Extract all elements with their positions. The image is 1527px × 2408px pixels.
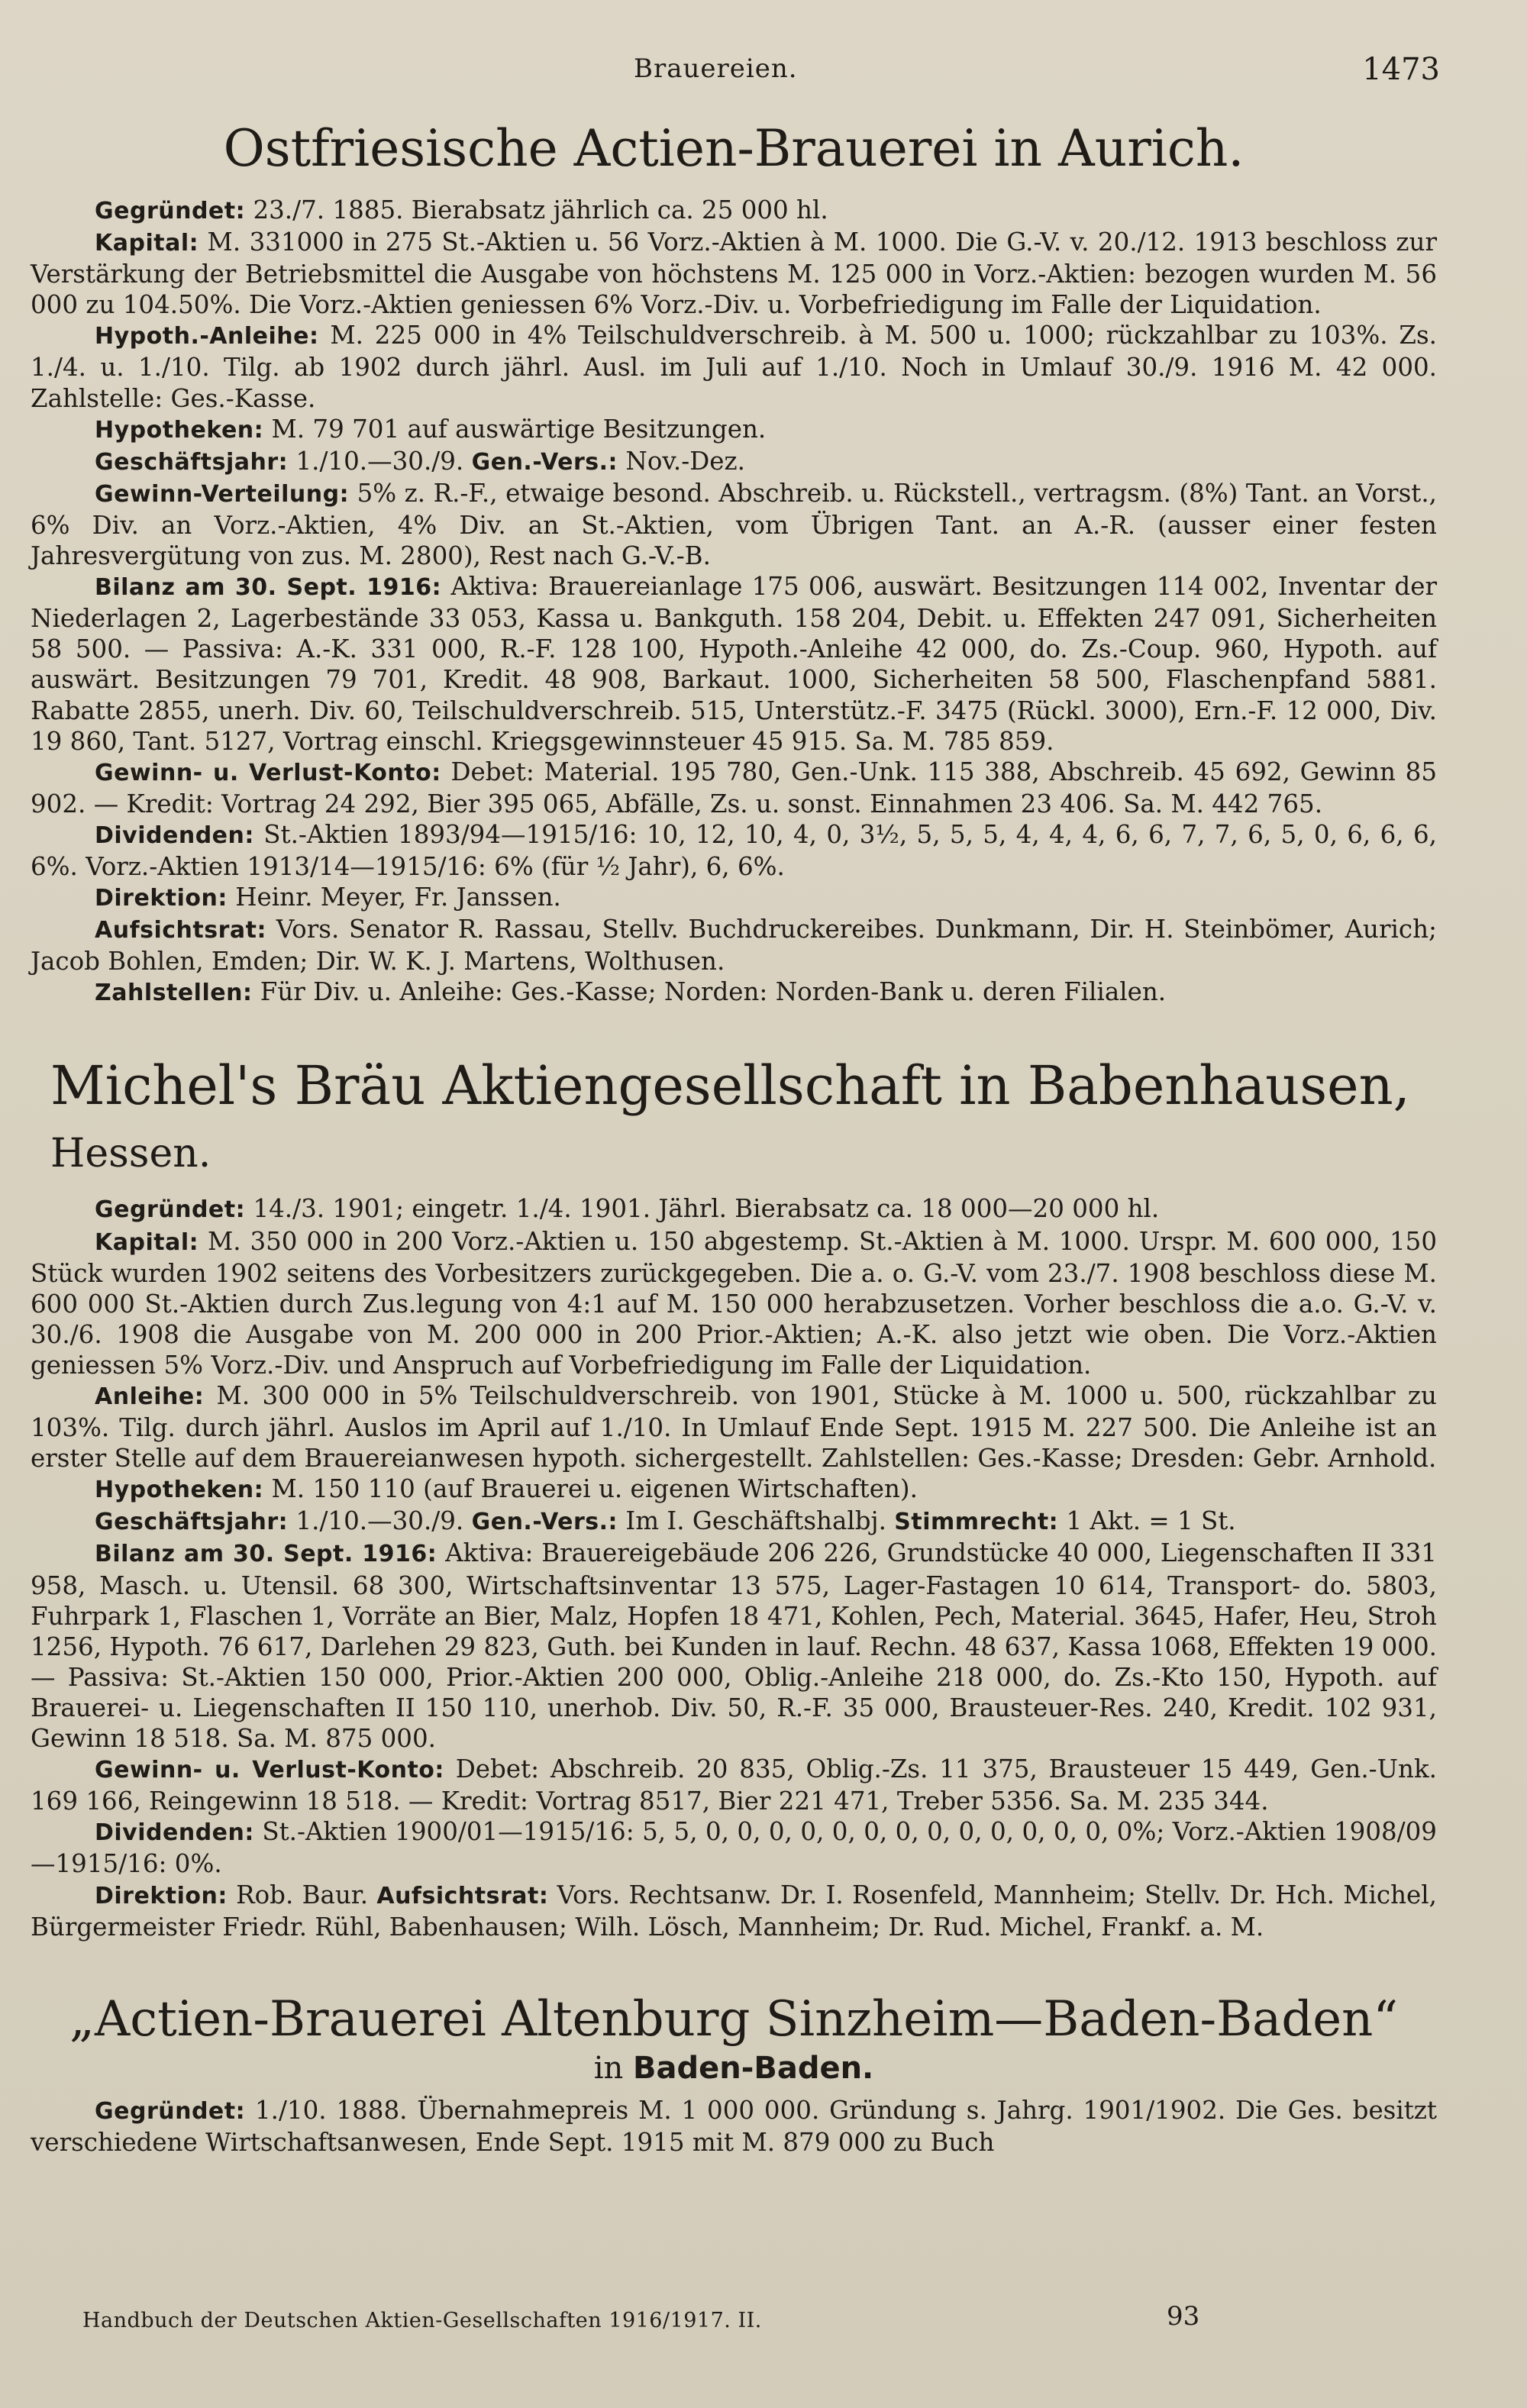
entry-text: St.-Aktien 1900/01—1915/16: 5, 5, 0, 0, 0, 0, 0, 0, 0, 0, 0, 0, 0, 0, 0, 0%; Vorz.-Aktien 1908/09—1915/16: 0%. bbox=[31, 1817, 1437, 1879]
entry-text: Rob. Baur. bbox=[227, 1880, 377, 1909]
entry-paragraph bbox=[31, 819, 1437, 882]
entry-paragraph bbox=[31, 571, 1437, 757]
section-subtitle-prefix: in bbox=[593, 2050, 624, 2086]
entry-keyword: Bilanz am 30. Sept. 1916: bbox=[95, 574, 442, 602]
entry-paragraph bbox=[31, 478, 1437, 571]
section-subtitle-city: Baden-Baden. bbox=[633, 2050, 874, 2086]
entry-text: M. 350 000 in 200 Vorz.-Aktien u. 150 abgestemp. St.-Aktien à M. 1000. Urspr. M. 600 000, 150 Stück wurden 1902 seitens des Vorbesitzers zurückgegeben. Die a. o. G.-V. vom 23./7. 1908 beschloss diese M. 600 000 St.-Aktien durch Zus.legung von 4:1 auf M. 150 000 herabzusetzen. Vorher beschloss die a.o. G.-V. v. 30./6. 1908 die Ausgabe von M. 200 000 in 200 Prior.-Aktien; A.-K. also jetzt wie oben. Die Vorz.-Aktien geniessen 5% Vorz.-Div. und Anspruch auf Vorbefriedigung im Falle der Liquidation. bbox=[31, 1226, 1437, 1380]
entry-paragraph bbox=[31, 1193, 1437, 1225]
entry-paragraph bbox=[31, 446, 1437, 478]
entry-paragraph bbox=[31, 882, 1437, 914]
entry-keyword: Geschäftsjahr: bbox=[95, 1509, 289, 1536]
entry-text: Vors. Senator R. Rassau, Stellv. Buchdruckereibes. Dunkmann, Dir. H. Steinbömer, Aurich; Jacob Bohlen, Emden; Dir. W. K. J. Martens, Wolthusen. bbox=[31, 915, 1437, 976]
section-title bbox=[31, 1054, 1437, 1180]
entry-paragraph bbox=[31, 2095, 1437, 2158]
entry-keyword: Kapital: bbox=[95, 230, 199, 257]
section-title: Ostfriesische Actien-Brauerei in Aurich. bbox=[223, 119, 1245, 178]
entry-paragraph bbox=[31, 1538, 1437, 1754]
entry-text: Heinr. Meyer, Fr. Janssen. bbox=[227, 883, 561, 912]
entry-keyword: Anleihe: bbox=[95, 1383, 205, 1410]
entry-text: Für Div. u. Anleihe: Ges.-Kasse; Norden: Norden-Bank u. deren Filialen. bbox=[252, 977, 1167, 1007]
section-michels-braeu bbox=[31, 1054, 1437, 1942]
entry-paragraph bbox=[31, 1380, 1437, 1474]
section-body bbox=[31, 2095, 1437, 2158]
entry-paragraph bbox=[31, 1474, 1437, 1506]
footer-signature: 93 bbox=[1167, 2301, 1200, 2332]
entry-text: 1./10. 1888. Übernahmepreis M. 1 000 000. Gründung s. Jahrg. 1901/1902. Die Ges. besitzt verschiedene Wirtschaftsanwesen, Ende Sept. 1915 mit M. 879 000 zu Buch bbox=[31, 2095, 1437, 2157]
entry-text: M. 150 110 (auf Brauerei u. eigenen Wirtschaften). bbox=[263, 1474, 918, 1504]
entry-keyword: Aufsichtsrat: bbox=[95, 917, 266, 944]
entry-text: M. 225 000 in 4% Teilschuldverschreib. à M. 500 u. 1000; rückzahlbar zu 103%. Zs. 1./4. u. 1./10. Tilg. ab 1902 durch jährl. Ausl. im Juli auf 1./10. Noch in Umlauf 30./9. 1916 M. 42 000. Zahlstelle: Ges.-Kasse. bbox=[31, 321, 1437, 413]
entry-keyword: Aufsichtsrat: bbox=[376, 1882, 549, 1909]
entry-paragraph bbox=[31, 757, 1437, 819]
entry-text: Debet: Abschreib. 20 835, Oblig.-Zs. 11 375, Brausteuer 15 449, Gen.-Unk. 169 166, Reingewinn 18 518. — Kredit: Vortrag 8517, Bier 221 471, Treber 5356. Sa. M. 235 344. bbox=[31, 1754, 1438, 1816]
section-ostfriesische bbox=[31, 119, 1437, 1009]
entry-paragraph bbox=[31, 414, 1437, 446]
entry-text: M. 331000 in 275 St.-Aktien u. 56 Vorz.-Aktien à M. 1000. Die G.-V. v. 20./12. 1913 beschloss zur Verstärkung der Betriebsmittel die Ausgabe von höchstens M. 125 000 in Vorz.-Aktien: bezogen wurden M. 56 000 zu 104.50%. Die Vorz.-Aktien geniessen 6% Vorz.-Div. u. Vorbefriedigung im Falle der Liquidation. bbox=[31, 228, 1437, 320]
entry-keyword: Hypotheken: bbox=[95, 1477, 264, 1504]
entry-keyword: Dividenden: bbox=[95, 1819, 254, 1847]
entry-paragraph bbox=[31, 320, 1437, 413]
section-body bbox=[31, 1193, 1437, 1942]
running-head bbox=[31, 52, 1440, 113]
entry-keyword: Stimmrecht: bbox=[894, 1509, 1059, 1536]
section-body bbox=[31, 195, 1437, 1009]
entry-paragraph bbox=[31, 1754, 1437, 1816]
entry-text: 1./10.—30./9. bbox=[288, 446, 472, 476]
entry-keyword: Gewinn-Verteilung: bbox=[95, 480, 350, 508]
entry-paragraph bbox=[31, 1816, 1437, 1879]
entry-keyword: Direktion: bbox=[95, 885, 228, 912]
entry-text: Vors. Rechtsanw. Dr. I. Rosenfeld, Mannheim; Stellv. Dr. Hch. Michel, Bürgermeister Friedr. Rühl, Babenhausen; Wilh. Lösch, Mannheim; Dr. Rud. Michel, Frankf. a. M. bbox=[31, 1880, 1437, 1942]
entry-paragraph bbox=[31, 914, 1437, 976]
entry-text: 23./7. 1885. Bierabsatz jährlich ca. 25 000 hl. bbox=[245, 195, 828, 224]
footer-publication: Handbuch der Deutschen Aktien-Gesellschaften 1916/1917. II. bbox=[82, 2309, 762, 2332]
entry-text: 14./3. 1901; eingetr. 1./4. 1901. Jährl. Bierabsatz ca. 18 000—20 000 hl. bbox=[245, 1194, 1160, 1224]
entry-paragraph bbox=[31, 1880, 1437, 1942]
entry-text: 1./10.—30./9. bbox=[288, 1506, 472, 1536]
entry-keyword: Hypoth.-Anleihe: bbox=[95, 323, 319, 350]
entry-keyword: Direktion: bbox=[95, 1882, 228, 1909]
page-number: 1473 bbox=[1362, 52, 1440, 87]
entry-keyword: Gen.-Vers.: bbox=[471, 1509, 618, 1536]
entry-paragraph bbox=[31, 1226, 1437, 1380]
running-head-title: Brauereien. bbox=[634, 53, 798, 84]
entry-keyword: Gewinn- u. Verlust-Konto: bbox=[95, 759, 441, 786]
entry-paragraph bbox=[31, 976, 1437, 1009]
entry-text: Im I. Geschäftshalbj. bbox=[618, 1506, 895, 1536]
section-title-suffix: Hessen. bbox=[50, 1131, 211, 1177]
entry-paragraph bbox=[31, 195, 1437, 227]
entry-keyword: Hypotheken: bbox=[95, 416, 264, 444]
entry-keyword: Gegründet: bbox=[95, 1196, 246, 1224]
entry-paragraph bbox=[31, 1506, 1437, 1538]
section-subtitle bbox=[31, 2051, 1437, 2086]
entry-keyword: Gegründet: bbox=[95, 2097, 246, 2125]
entry-text: Debet: Material. 195 780, Gen.-Unk. 115 388, Abschreib. 45 692, Gewinn 85 902. — Kredit: Vortrag 24 292, Bier 395 065, Abfälle, Zs. u. sonst. Einnahmen 23 406. Sa. M. 442 765. bbox=[31, 757, 1438, 818]
entry-text: 5% z. R.-F., etwaige besond. Abschreib. u. Rückstell., vertragsm. (8%) Tant. an Vorst., 6% Div. an Vorz.-Aktien, 4% Div. an St.-Aktien, vom Übrigen Tant. an A.-R. (ausser einer festen Jahresvergütung von zus. M. 2800), Rest nach G.-V.-B. bbox=[31, 478, 1437, 571]
entry-keyword: Zahlstellen: bbox=[95, 980, 253, 1007]
entry-text: St.-Aktien 1893/94—1915/16: 10, 12, 10, 4, 0, 3½, 5, 5, 5, 4, 4, 4, 6, 6, 7, 7, 6, 5, 0, 6, 6, 6, 6%. Vorz.-Aktien 1913/14—1915/16: 6% (für ½ Jahr), 6, 6%. bbox=[31, 819, 1437, 881]
section-altenburg bbox=[31, 1991, 1437, 2158]
entry-keyword: Bilanz am 30. Sept. 1916: bbox=[95, 1541, 437, 1568]
section-title: „Actien-Brauerei Altenburg Sinzheim—Baden-Baden“ bbox=[69, 1990, 1399, 2048]
entry-paragraph bbox=[31, 227, 1437, 320]
entry-text: M. 300 000 in 5% Teilschuldverschreib. von 1901, Stücke à M. 1000 u. 500, rückzahlbar zu 103%. Tilg. durch jährl. Auslos im April auf 1./10. In Umlauf Ende Sept. 1915 M. 227 500. Die Anleihe ist an erster Stelle auf dem Brauereianwesen hypoth. sichergestellt. Zahlstellen: Ges.-Kasse; Dresden: Gebr. Arnhold. bbox=[31, 1381, 1437, 1474]
entry-keyword: Kapital: bbox=[95, 1228, 199, 1256]
entry-text: 1 Akt. = 1 St. bbox=[1058, 1506, 1236, 1536]
entry-keyword: Gen.-Vers.: bbox=[471, 448, 618, 476]
section-title-main: Michel's Bräu Aktiengesellschaft in Babenhausen, bbox=[50, 1054, 1410, 1118]
entry-keyword: Dividenden: bbox=[95, 821, 254, 849]
entry-text: Nov.-Dez. bbox=[618, 446, 745, 476]
entry-keyword: Gegründet: bbox=[95, 198, 246, 224]
entry-text: M. 79 701 auf auswärtige Besitzungen. bbox=[263, 414, 767, 444]
entry-text: Aktiva: Brauereigebäude 206 226, Grundstücke 40 000, Liegenschaften II 331 958, Masch. u. Utensil. 68 300, Wirtschaftsinventar 13 575, Lager-Fastagen 10 614, Transport- do. 5803, Fuhrpark 1, Flaschen 1, Vorräte an Bier, Malz, Hopfen 18 471, Kohlen, Pech, Material. 3645, Hafer, Heu, Stroh 1256, Hypoth. 76 617, Darlehen 29 823, Guth. bei Kunden in lauf. Rechn. 48 637, Kassa 1068, Effekten 19 000. — Passiva: St.-Aktien 150 000, Prior.-Aktien 200 000, Oblig.-Anleihe 218 000, do. Zs.-Kto 150, Hypoth. auf Brauerei- u. Liegenschaften II 150 110, unerhob. Div. 50, R.-F. 35 000, Brausteuer-Res. 240, Kredit. 102 931, Gewinn 18 518. Sa. M. 875 000. bbox=[31, 1538, 1437, 1754]
entry-keyword: Geschäftsjahr: bbox=[95, 448, 289, 476]
entry-text: Aktiva: Brauereianlage 175 006, auswärt. Besitzungen 114 002, Inventar der Niederlagen 2, Lagerbestände 33 053, Kassa u. Bankguth. 158 204, Debit. u. Effekten 247 091, Sicherheiten 58 500. — Passiva: A.-K. 331 000, R.-F. 128 100, Hypoth.-Anleihe 42 000, do. Zs.-Coup. 960, Hypoth. auf auswärt. Besitzungen 79 701, Kredit. 48 908, Barkaut. 1000, Sicherheiten 58 500, Flaschenpfand 5881. Rabatte 2855, unerh. Div. 60, Teilschuldverschreib. 515, Unterstütz.-F. 3475 (Rückl. 3000), Ern.-F. 12 000, Div. 19 860, Tant. 5127, Vortrag einschl. Kriegsgewinnsteuer 45 915. Sa. M. 785 859. bbox=[31, 572, 1437, 756]
entry-keyword: Gewinn- u. Verlust-Konto: bbox=[95, 1757, 444, 1784]
